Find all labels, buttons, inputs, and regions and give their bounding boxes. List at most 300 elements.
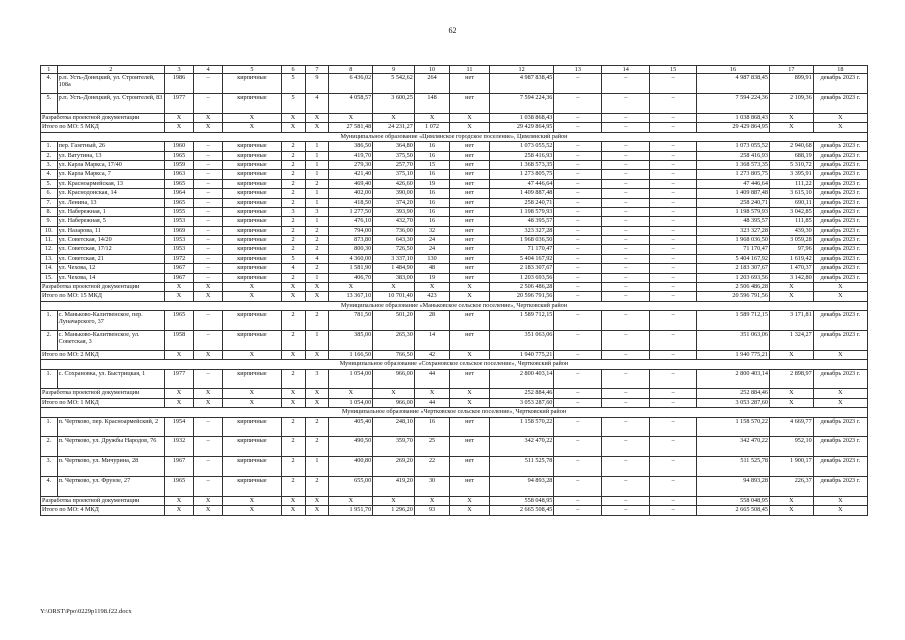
summary-cell: – — [554, 350, 602, 359]
summary-label: Разработка проектной документации — [41, 496, 165, 505]
summary-cell: Х — [373, 113, 415, 122]
table-cell: 2 — [305, 311, 329, 331]
table-cell: – — [602, 236, 650, 245]
table-cell: 501,20 — [373, 311, 415, 331]
table-cell: 1965 — [164, 151, 193, 160]
summary-cell: – — [602, 506, 650, 515]
table-cell: 5 404 167,92 — [697, 254, 770, 263]
table-cell: 1958 — [164, 330, 193, 350]
summary-cell: Х — [769, 350, 813, 359]
table-cell: 490,50 — [329, 437, 373, 457]
table-cell: 5 — [281, 254, 305, 263]
summary-cell: Х — [194, 283, 223, 292]
table-cell: 16 — [414, 217, 449, 226]
table-cell: декабрь 2023 г. — [813, 254, 867, 263]
column-number: 16 — [697, 66, 770, 74]
table-cell: 16 — [414, 142, 449, 151]
summary-cell: Х — [281, 389, 305, 398]
table-cell: 1972 — [164, 254, 193, 263]
table-cell: – — [602, 198, 650, 207]
summary-cell: 27 581,48 — [329, 123, 373, 132]
summary-cell: Х — [281, 283, 305, 292]
summary-cell: Х — [164, 123, 193, 132]
table-cell: 4 — [305, 94, 329, 114]
summary-cell: 2 506 486,28 — [489, 283, 554, 292]
table-cell: 1967 — [164, 457, 193, 477]
table-cell: – — [602, 245, 650, 254]
summary-cell: Х — [281, 496, 305, 505]
table-cell: 28 — [414, 311, 449, 331]
table-cell: 3. — [41, 457, 58, 477]
building-row — [41, 189, 868, 198]
summary-label: Итого по МО: 4 МКД — [41, 506, 165, 515]
address-cell: п. Чертково, ул. Мичурина, 28 — [57, 457, 164, 477]
table-cell: 25 — [414, 437, 449, 457]
table-cell: нет — [450, 142, 490, 151]
summary-cell: Х — [329, 283, 373, 292]
table-cell: – — [602, 369, 650, 389]
table-cell: 1953 — [164, 217, 193, 226]
column-number: 6 — [281, 66, 305, 74]
building-row — [41, 236, 868, 245]
table-cell: 3 171,81 — [769, 311, 813, 331]
table-cell: 2 — [281, 437, 305, 457]
table-cell: – — [650, 330, 697, 350]
summary-cell: Х — [281, 506, 305, 515]
table-cell: – — [554, 264, 602, 273]
summary-cell: – — [602, 496, 650, 505]
summary-cell: Х — [164, 496, 193, 505]
table-cell: 1 484,90 — [373, 264, 415, 273]
table-cell: 2. — [41, 437, 58, 457]
summary-cell: 1 166,50 — [329, 350, 373, 359]
address-cell: пер. Газетный, 26 — [57, 142, 164, 151]
table-cell: 3 615,10 — [769, 189, 813, 198]
table-cell: нет — [450, 369, 490, 389]
summary-cell: – — [602, 389, 650, 398]
column-number: 13 — [554, 66, 602, 74]
summary-cell: Х — [164, 350, 193, 359]
table-cell: 2 — [305, 179, 329, 188]
table-cell: 2 — [281, 189, 305, 198]
table-cell: 1965 — [164, 311, 193, 331]
summary-cell: 93 — [414, 506, 449, 515]
summary-cell: Х — [450, 506, 490, 515]
table-cell: – — [650, 207, 697, 216]
table-cell: 5. — [41, 179, 58, 188]
table-cell: 1 277,50 — [329, 207, 373, 216]
table-cell: декабрь 2023 г. — [813, 236, 867, 245]
summary-cell: Х — [769, 283, 813, 292]
table-cell: 97,96 — [769, 245, 813, 254]
table-cell: нет — [450, 94, 490, 114]
table-cell: кирпичные — [223, 417, 281, 437]
table-cell: 111,22 — [769, 179, 813, 188]
table-cell: 3 142,80 — [769, 273, 813, 282]
table-cell: нет — [450, 236, 490, 245]
summary-cell: Х — [223, 389, 281, 398]
building-row — [41, 226, 868, 235]
table-cell: 1959 — [164, 160, 193, 169]
summary-cell: Х — [414, 283, 449, 292]
table-cell: 390,00 — [373, 189, 415, 198]
summary-cell: 44 — [414, 398, 449, 407]
address-cell: ул. Карла Маркса, 7 — [57, 170, 164, 179]
table-cell: 1965 — [164, 198, 193, 207]
summary-cell: Х — [813, 350, 867, 359]
file-path-footer: Y:\ORST\Ppo\0229p1198.f22.docx — [40, 608, 132, 615]
table-cell: – — [554, 217, 602, 226]
table-body — [41, 66, 868, 516]
table-cell: кирпичные — [223, 94, 281, 114]
summary-cell: – — [554, 283, 602, 292]
table-cell: 1 409 887,48 — [489, 189, 554, 198]
table-cell: – — [650, 189, 697, 198]
address-cell: ул. Набережная, 5 — [57, 217, 164, 226]
table-cell: 1. — [41, 369, 58, 389]
table-cell: – — [602, 330, 650, 350]
summary-cell: Х — [305, 292, 329, 301]
table-cell: – — [650, 264, 697, 273]
summary-cell: 966,00 — [373, 398, 415, 407]
table-cell: 393,90 — [373, 207, 415, 216]
summary-cell: – — [650, 113, 697, 122]
summary-cell: Х — [164, 506, 193, 515]
summary-cell: 42 — [414, 350, 449, 359]
table-cell: 351 063,06 — [697, 330, 770, 350]
table-cell: 1963 — [164, 170, 193, 179]
table-cell: – — [602, 273, 650, 282]
table-cell: 736,00 — [373, 226, 415, 235]
table-cell: кирпичные — [223, 160, 281, 169]
table-cell: нет — [450, 151, 490, 160]
summary-cell: 1 054,00 — [329, 398, 373, 407]
summary-cell: Х — [450, 398, 490, 407]
table-cell: – — [602, 151, 650, 160]
summary-cell: 423 — [414, 292, 449, 301]
table-cell: 1 273 805,75 — [489, 170, 554, 179]
summary-row — [41, 389, 868, 398]
summary-cell: Х — [305, 113, 329, 122]
summary-cell: 20 596 791,56 — [697, 292, 770, 301]
table-cell: 1 589 712,15 — [489, 311, 554, 331]
table-cell: нет — [450, 476, 490, 496]
table-cell: – — [602, 160, 650, 169]
table-cell: – — [194, 457, 223, 477]
summary-cell: Х — [194, 350, 223, 359]
table-cell: 1 158 570,22 — [489, 417, 554, 437]
table-cell: – — [602, 142, 650, 151]
table-cell: 421,40 — [329, 170, 373, 179]
table-cell: 48 395,57 — [489, 217, 554, 226]
table-cell: 386,50 — [329, 142, 373, 151]
table-cell: 1977 — [164, 94, 193, 114]
summary-cell: 20 596 791,56 — [489, 292, 554, 301]
table-cell: 1. — [41, 311, 58, 331]
address-cell: п. Чертково, ул. Дружбы Народов, 76 — [57, 437, 164, 457]
summary-cell: Х — [329, 389, 373, 398]
building-row — [41, 437, 868, 457]
summary-cell: Х — [769, 496, 813, 505]
summary-cell: Х — [414, 389, 449, 398]
table-cell: 16 — [414, 198, 449, 207]
table-cell: 1 968 036,50 — [489, 236, 554, 245]
summary-cell: Х — [769, 506, 813, 515]
summary-cell: 3 053 287,60 — [489, 398, 554, 407]
table-cell: 1 — [305, 142, 329, 151]
table-cell: 4 — [305, 254, 329, 263]
summary-cell: Х — [305, 496, 329, 505]
building-row — [41, 207, 868, 216]
building-row — [41, 94, 868, 114]
table-cell: – — [194, 273, 223, 282]
summary-cell: Х — [329, 113, 373, 122]
table-cell: 2 — [281, 236, 305, 245]
summary-cell: – — [602, 350, 650, 359]
table-cell: 2 — [281, 457, 305, 477]
table-cell: 1 — [305, 273, 329, 282]
table-cell: 3. — [41, 160, 58, 169]
address-cell: р.п. Усть-Донецкий, ул. Строителей, 108а — [57, 74, 164, 94]
table-cell: 966,00 — [373, 369, 415, 389]
column-number: 5 — [223, 66, 281, 74]
address-cell: с. Маньково-Калитвенское, ул. Советская, 3 — [57, 330, 164, 350]
table-cell: 4. — [41, 74, 58, 94]
table-cell: 439,30 — [769, 226, 813, 235]
table-cell: – — [650, 254, 697, 263]
table-cell: – — [650, 94, 697, 114]
table-cell: – — [554, 170, 602, 179]
table-cell: декабрь 2023 г. — [813, 160, 867, 169]
table-cell: декабрь 2023 г. — [813, 264, 867, 273]
table-cell: – — [602, 207, 650, 216]
summary-cell: – — [650, 506, 697, 515]
table-cell: кирпичные — [223, 330, 281, 350]
summary-cell: Х — [164, 398, 193, 407]
summary-cell: Х — [223, 292, 281, 301]
table-cell: 1 — [305, 160, 329, 169]
table-cell: 375,50 — [373, 151, 415, 160]
table-cell: 16 — [414, 207, 449, 216]
address-cell: ул. Карла Маркса, 17/40 — [57, 160, 164, 169]
column-number: 17 — [769, 66, 813, 74]
table-cell: 47 446,64 — [697, 179, 770, 188]
table-cell: – — [554, 417, 602, 437]
table-cell: нет — [450, 74, 490, 94]
table-cell: 48 395,57 — [697, 217, 770, 226]
table-cell: 3 600,25 — [373, 94, 415, 114]
summary-cell: – — [650, 283, 697, 292]
summary-label: Итого по МО: 5 МКД — [41, 123, 165, 132]
table-cell: 5 542,62 — [373, 74, 415, 94]
table-cell: – — [554, 245, 602, 254]
table-cell: 794,00 — [329, 226, 373, 235]
table-cell: 1 073 055,52 — [697, 142, 770, 151]
table-cell: 5 310,72 — [769, 160, 813, 169]
table-cell: – — [554, 437, 602, 457]
table-cell: – — [554, 198, 602, 207]
table-cell: 2 — [281, 226, 305, 235]
table-cell: 5. — [41, 94, 58, 114]
address-cell: с. Маньково-Калитвенское, пер. Луначарского, 37 — [57, 311, 164, 331]
table-cell: – — [602, 189, 650, 198]
table-cell: кирпичные — [223, 226, 281, 235]
summary-cell: Х — [373, 496, 415, 505]
summary-cell: 1 038 868,43 — [489, 113, 554, 122]
table-cell: 873,80 — [329, 236, 373, 245]
summary-cell: Х — [305, 123, 329, 132]
table-cell: 643,30 — [373, 236, 415, 245]
table-cell: 11. — [41, 236, 58, 245]
table-cell: 47 446,64 — [489, 179, 554, 188]
table-cell: 1 — [305, 170, 329, 179]
section-title: Муниципальное образование «Маньковское сельское поселение», Чертковский район — [41, 301, 868, 310]
table-cell: 264 — [414, 74, 449, 94]
table-cell: кирпичные — [223, 311, 281, 331]
summary-cell: 2 506 486,28 — [697, 283, 770, 292]
summary-cell: Х — [813, 506, 867, 515]
table-cell: нет — [450, 245, 490, 254]
summary-cell: – — [602, 113, 650, 122]
page-number: 62 — [448, 26, 457, 35]
table-cell: 1960 — [164, 142, 193, 151]
summary-cell: Х — [450, 283, 490, 292]
table-cell: 3 059,28 — [769, 236, 813, 245]
table-cell: 48 — [414, 264, 449, 273]
building-row — [41, 369, 868, 389]
summary-cell: 1 940 775,21 — [489, 350, 554, 359]
address-cell: р.п. Усть-Донецкий, ул. Строителей, 83 — [57, 94, 164, 114]
summary-cell: 558 048,95 — [697, 496, 770, 505]
table-cell: – — [554, 94, 602, 114]
summary-cell: Х — [223, 506, 281, 515]
summary-cell: Х — [194, 506, 223, 515]
table-cell: кирпичные — [223, 217, 281, 226]
table-cell: – — [554, 142, 602, 151]
table-cell: 4. — [41, 170, 58, 179]
table-cell: – — [650, 151, 697, 160]
table-cell: нет — [450, 217, 490, 226]
table-cell: 226,37 — [769, 476, 813, 496]
table-cell: – — [194, 369, 223, 389]
table-cell: нет — [450, 226, 490, 235]
table-cell: нет — [450, 160, 490, 169]
summary-cell: Х — [813, 398, 867, 407]
summary-cell: Х — [769, 398, 813, 407]
table-cell: 2 800 403,14 — [697, 369, 770, 389]
table-cell: 2 — [281, 179, 305, 188]
table-cell: – — [554, 207, 602, 216]
summary-cell: 252 884,46 — [697, 389, 770, 398]
table-cell: нет — [450, 254, 490, 263]
table-cell: 265,30 — [373, 330, 415, 350]
table-cell: 94 893,28 — [697, 476, 770, 496]
table-cell: – — [650, 273, 697, 282]
address-cell: ул. Набережная, 1 — [57, 207, 164, 216]
table-cell: 19 — [414, 179, 449, 188]
table-cell: декабрь 2023 г. — [813, 311, 867, 331]
summary-cell: Х — [813, 292, 867, 301]
table-cell: – — [602, 226, 650, 235]
table-cell: – — [650, 198, 697, 207]
table-cell: 2 898,97 — [769, 369, 813, 389]
table-cell: 8. — [41, 207, 58, 216]
table-cell: 1 — [305, 330, 329, 350]
summary-cell: Х — [223, 496, 281, 505]
table-cell: – — [194, 245, 223, 254]
table-cell: 7 594 224,36 — [489, 94, 554, 114]
summary-cell: Х — [414, 113, 449, 122]
table-cell: кирпичные — [223, 198, 281, 207]
summary-cell: Х — [414, 496, 449, 505]
summary-label: Итого по МО: 2 МКД — [41, 350, 165, 359]
table-cell: – — [602, 217, 650, 226]
summary-cell: Х — [450, 350, 490, 359]
table-cell: 16 — [414, 189, 449, 198]
address-cell: п. Чертково, ул. Фрунзе, 27 — [57, 476, 164, 496]
table-cell: кирпичные — [223, 170, 281, 179]
table-cell: 269,20 — [373, 457, 415, 477]
summary-cell: – — [554, 506, 602, 515]
municipality-section-row — [41, 301, 868, 310]
table-cell: 1965 — [164, 179, 193, 188]
table-cell: 12. — [41, 245, 58, 254]
summary-cell: Х — [281, 113, 305, 122]
table-cell: 94 893,28 — [489, 476, 554, 496]
table-cell: 2 — [305, 245, 329, 254]
table-cell: – — [554, 311, 602, 331]
summary-cell: – — [554, 113, 602, 122]
table-cell: 1 589 712,15 — [697, 311, 770, 331]
table-cell: – — [650, 142, 697, 151]
table-cell: 375,10 — [373, 170, 415, 179]
building-row — [41, 457, 868, 477]
summary-cell: 558 048,95 — [489, 496, 554, 505]
table-cell: – — [602, 437, 650, 457]
table-cell: – — [650, 369, 697, 389]
table-cell: 2 — [281, 142, 305, 151]
table-cell: 16 — [414, 417, 449, 437]
table-cell: – — [650, 226, 697, 235]
summary-row — [41, 496, 868, 505]
table-cell: 24 — [414, 245, 449, 254]
table-cell: 2 — [305, 226, 329, 235]
table-cell: – — [194, 330, 223, 350]
table-cell: 2 — [281, 369, 305, 389]
table-cell: 418,50 — [329, 198, 373, 207]
table-cell: – — [650, 245, 697, 254]
table-cell: 2 — [305, 476, 329, 496]
table-cell: 511 525,78 — [489, 457, 554, 477]
column-number: 14 — [602, 66, 650, 74]
column-number: 7 — [305, 66, 329, 74]
table-cell: декабрь 2023 г. — [813, 437, 867, 457]
municipality-section-row — [41, 408, 868, 417]
table-cell: 1 900,17 — [769, 457, 813, 477]
table-cell: 22 — [414, 457, 449, 477]
summary-cell: Х — [281, 292, 305, 301]
municipality-section-row — [41, 360, 868, 369]
table-cell: 655,00 — [329, 476, 373, 496]
table-cell: 6 436,02 — [329, 74, 373, 94]
column-number: 4 — [194, 66, 223, 74]
table-cell: кирпичные — [223, 207, 281, 216]
summary-cell: Х — [450, 123, 490, 132]
table-cell: 13. — [41, 254, 58, 263]
table-cell: – — [194, 160, 223, 169]
summary-cell: 3 053 287,60 — [697, 398, 770, 407]
table-cell: 899,91 — [769, 74, 813, 94]
